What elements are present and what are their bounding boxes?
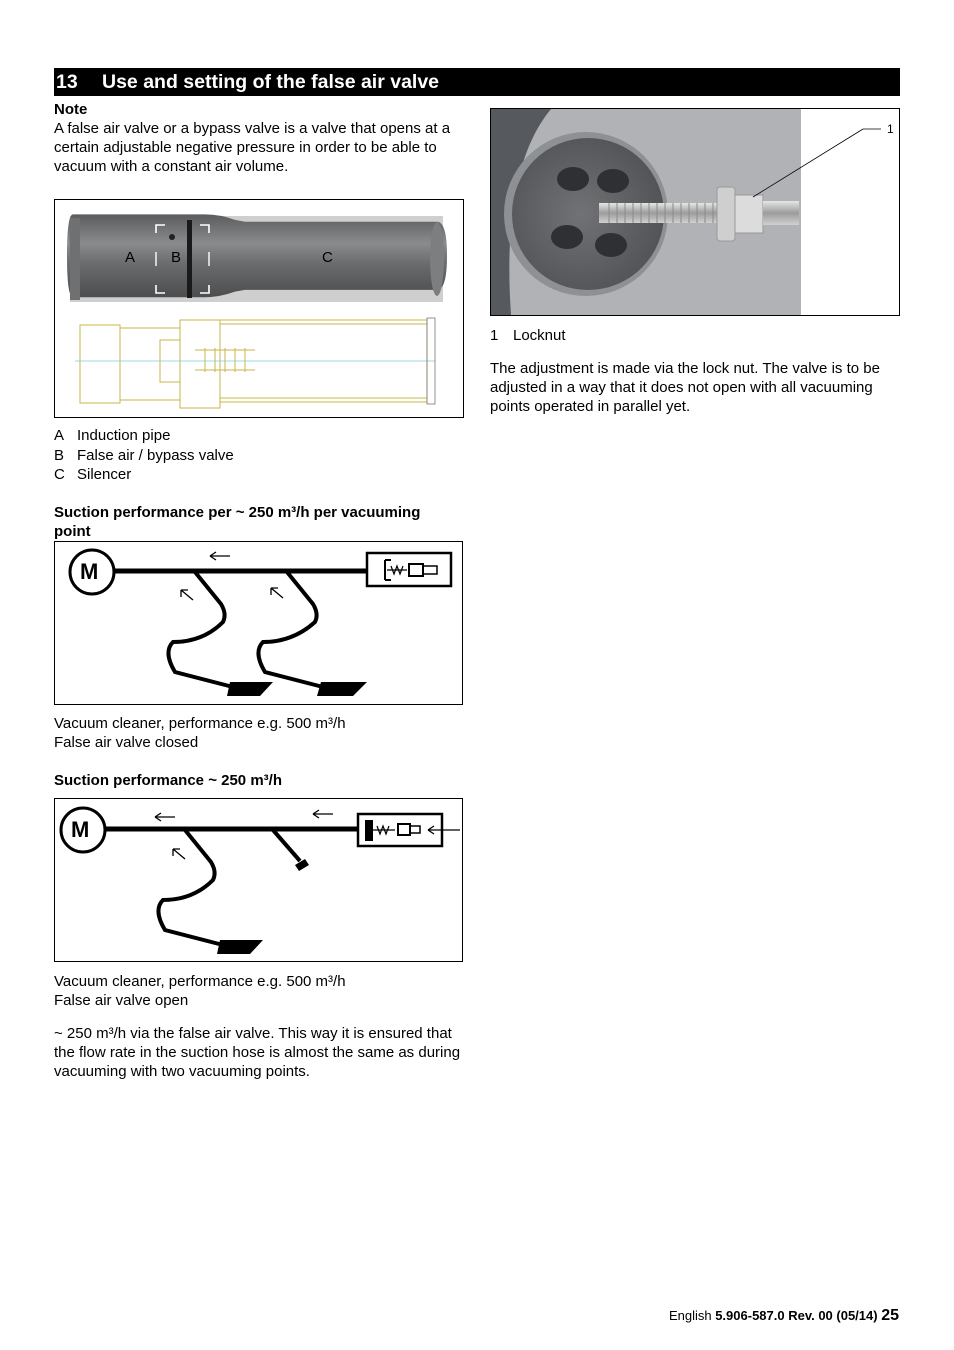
diagram1-heading: Suction performance per ~ 250 m³/h per vacuuming point [54,504,421,540]
footer-language: English [668,1308,712,1323]
pipe-illustration [55,200,463,417]
motor-label: M [80,559,99,584]
legend-item: C Silencer [54,466,132,483]
diagram1-caption-1: Vacuum cleaner, performance e.g. 500 m³/h [54,715,346,732]
legend-item: B False air / bypass valve [54,447,234,464]
diagram2-paragraph: ~ 250 m³/h via the false air valve. This way it is ensured that the flow rate in the suction hose is almost the same as during vacuuming with two vacuuming points. [54,1025,461,1080]
label-c: C [322,249,333,266]
page-footer [669,1306,899,1325]
diagram2-caption-1: Vacuum cleaner, performance e.g. 500 m³/h [54,973,346,990]
diagram2-heading: Suction performance ~ 250 m³/h [54,772,282,789]
diagram2-open-valve [54,798,463,962]
note-text: A false air valve or a bypass valve is a valve that opens at a certain adjustable negative pressure in order to be able to vacuum with a constant air volume. [54,120,451,175]
label-b: B [171,249,182,266]
right-column [490,100,900,416]
page-number: 25 [881,1307,899,1324]
section-number: 13 [56,71,78,93]
suction-diagram-closed [55,542,462,704]
photo-callout-1: 1 [887,122,894,136]
adjustment-paragraph: The adjustment is made via the lock nut. The valve is to be adjusted in a way that it does not open with all vacuuming points operated in parallel yet. [490,360,880,415]
label-a: A [125,249,136,266]
legend-item: A Induction pipe [54,427,171,444]
diagram1-caption-2: False air valve closed [54,734,199,751]
section-heading [54,68,900,96]
false-air-valve-figure [54,199,464,418]
figure1-legend [54,426,464,484]
diagram2-caption-2: False air valve open [54,992,189,1009]
note-heading: Note [54,101,88,118]
locknut-photo [491,109,899,315]
left-column [54,100,464,1081]
suction-diagram-open [55,799,462,961]
motor-label: M [71,817,90,842]
photo-legend: 1 Locknut [490,327,566,344]
section-title: Use and setting of the false air valve [102,71,440,93]
locknut-photo-figure [490,108,900,316]
footer-doc-ref: 5.906-587.0 Rev. 00 (05/14) [715,1308,878,1323]
diagram1-closed-valve [54,541,463,705]
